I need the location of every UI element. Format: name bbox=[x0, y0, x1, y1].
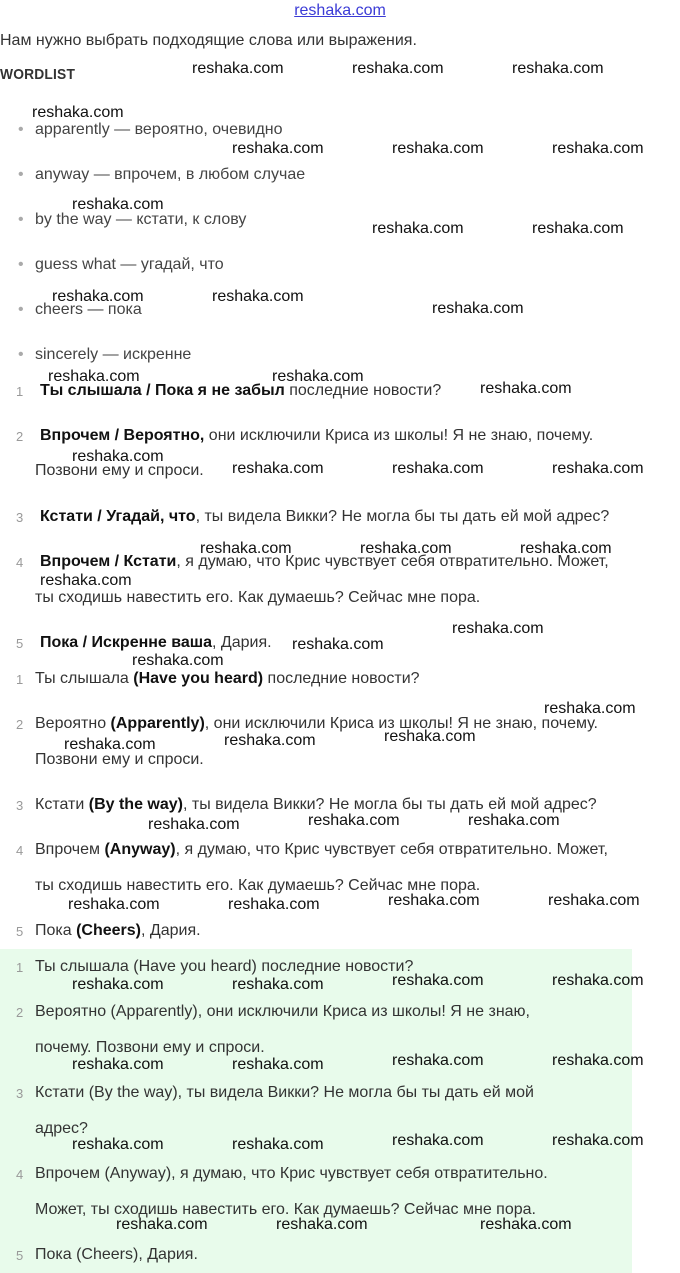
answer-text: последние новости? bbox=[263, 670, 420, 687]
answer-phrase: (Apparently) bbox=[110, 715, 205, 732]
answer-phrase: (By the way) bbox=[88, 796, 183, 813]
option-choices: Ты слышала / Пока я не забыл bbox=[40, 382, 285, 399]
option-text: последние новости? bbox=[284, 382, 442, 399]
watermark: reshaka.com bbox=[212, 288, 304, 305]
watermark: reshaka.com bbox=[72, 448, 164, 465]
watermark: reshaka.com bbox=[276, 1216, 368, 1233]
option-line bbox=[35, 589, 480, 607]
watermark: reshaka.com bbox=[432, 300, 524, 317]
option-line bbox=[40, 508, 609, 526]
option-text: ты сходишь навестить его. Как думаешь? Сейчас мне пора. bbox=[35, 589, 481, 606]
bullet-icon: • bbox=[18, 256, 24, 273]
item-number: 3 bbox=[16, 1086, 24, 1101]
watermark: reshaka.com bbox=[392, 1052, 484, 1069]
item-number: 2 bbox=[16, 717, 24, 732]
watermark: reshaka.com bbox=[308, 812, 400, 829]
watermark: reshaka.com bbox=[552, 140, 644, 157]
option-choices: Впрочем / Кстати bbox=[40, 553, 177, 570]
final-answer-line: Впрочем (Anyway), я думаю, что Крис чувствует себя отвратительно. bbox=[35, 1165, 548, 1182]
watermark: reshaka.com bbox=[452, 620, 544, 637]
bullet-icon: • bbox=[18, 166, 24, 183]
answer-line bbox=[35, 670, 420, 688]
watermark: reshaka.com bbox=[232, 460, 324, 477]
answer-text: Кстати bbox=[35, 796, 89, 813]
watermark: reshaka.com bbox=[116, 1216, 208, 1233]
answer-text: , я думаю, что Крис чувствует себя отвратительно. Может, bbox=[175, 841, 608, 858]
answer-text: Впрочем bbox=[35, 841, 105, 858]
watermark: reshaka.com bbox=[228, 896, 320, 913]
wordlist-item: sincerely — искренне bbox=[35, 346, 192, 363]
intro-text: Нам нужно выбрать подходящие слова или выражения. bbox=[0, 32, 417, 49]
answer-phrase: (Cheers) bbox=[76, 922, 141, 939]
watermark: reshaka.com bbox=[544, 700, 636, 717]
answer-text: Пока bbox=[35, 922, 77, 939]
final-answer-line: Кстати (By the way), ты видела Викки? Не могла бы ты дать ей мой bbox=[35, 1084, 534, 1101]
option-text: они исключили Криса из школы! Я не знаю, почему. bbox=[204, 427, 594, 444]
answer-text: Ты слышала bbox=[35, 670, 134, 687]
watermark: reshaka.com bbox=[148, 816, 240, 833]
watermark: reshaka.com bbox=[232, 976, 324, 993]
final-answer-line: адрес? bbox=[35, 1120, 88, 1137]
option-text: , ты видела Викки? Не могла бы ты дать ей мой адрес? bbox=[195, 508, 610, 525]
item-number: 4 bbox=[16, 555, 24, 570]
bullet-icon: • bbox=[18, 346, 24, 363]
wordlist-item: by the way — кстати, к слову bbox=[35, 211, 247, 228]
final-answer-line: почему. Позвони ему и спроси. bbox=[35, 1039, 265, 1056]
watermark: reshaka.com bbox=[40, 572, 132, 589]
answer-text: , ты видела Викки? Не могла бы ты дать ей мой адрес? bbox=[182, 796, 597, 813]
watermark: reshaka.com bbox=[32, 104, 124, 121]
final-answer-line: Ты слышала (Have you heard) последние новости? bbox=[35, 958, 414, 975]
watermark: reshaka.com bbox=[480, 380, 572, 397]
wordlist-heading: WORDLIST bbox=[0, 66, 76, 83]
watermark: reshaka.com bbox=[392, 460, 484, 477]
watermark: reshaka.com bbox=[72, 1136, 164, 1153]
watermark: reshaka.com bbox=[48, 368, 140, 385]
watermark: reshaka.com bbox=[532, 220, 624, 237]
item-number: 5 bbox=[16, 1248, 24, 1263]
option-choices: Пока / Искренне ваша bbox=[40, 634, 213, 651]
watermark: reshaka.com bbox=[552, 1132, 644, 1149]
watermark: reshaka.com bbox=[552, 972, 644, 989]
answer-text: Позвони ему и спроси. bbox=[35, 751, 204, 768]
option-text: , Дария. bbox=[212, 634, 272, 651]
watermark: reshaka.com bbox=[132, 652, 224, 669]
item-number: 5 bbox=[16, 924, 24, 939]
final-answer-line: Может, ты сходишь навестить его. Как думаешь? Сейчас мне пора. bbox=[35, 1201, 536, 1218]
watermark: reshaka.com bbox=[552, 460, 644, 477]
watermark: reshaka.com bbox=[72, 1056, 164, 1073]
bullet-icon: • bbox=[18, 301, 24, 318]
watermark: reshaka.com bbox=[552, 1052, 644, 1069]
watermark: reshaka.com bbox=[468, 812, 560, 829]
watermark: reshaka.com bbox=[52, 288, 144, 305]
watermark: reshaka.com bbox=[232, 1136, 324, 1153]
answer-text: , они исключили Криса из школы! Я не знаю, почему. bbox=[204, 715, 598, 732]
watermark: reshaka.com bbox=[388, 892, 480, 909]
watermark: reshaka.com bbox=[68, 896, 160, 913]
item-number: 2 bbox=[16, 429, 24, 444]
option-text: , я думаю, что Крис чувствует себя отвратительно. Может, bbox=[176, 553, 609, 570]
watermark: reshaka.com bbox=[232, 140, 324, 157]
watermark: reshaka.com bbox=[392, 140, 484, 157]
item-number: 3 bbox=[16, 510, 24, 525]
watermark: reshaka.com bbox=[392, 972, 484, 989]
item-number: 4 bbox=[16, 1167, 24, 1182]
final-answer-line: Пока (Cheers), Дария. bbox=[35, 1246, 198, 1263]
wordlist-item: apparently — вероятно, очевидно bbox=[35, 121, 283, 138]
watermark: reshaka.com bbox=[384, 728, 476, 745]
watermark: reshaka.com bbox=[480, 1216, 572, 1233]
watermark: reshaka.com bbox=[352, 60, 444, 77]
watermark: reshaka.com bbox=[224, 732, 316, 749]
item-number: 3 bbox=[16, 798, 24, 813]
watermark: reshaka.com bbox=[372, 220, 464, 237]
option-line bbox=[40, 427, 593, 445]
final-answer-line: Вероятно (Apparently), они исключили Криса из школы! Я не знаю, bbox=[35, 1003, 530, 1020]
watermark: reshaka.com bbox=[272, 368, 364, 385]
answer-phrase: (Have you heard) bbox=[133, 670, 264, 687]
watermark: reshaka.com bbox=[520, 540, 612, 557]
answer-text: ты сходишь навестить его. Как думаешь? Сейчас мне пора. bbox=[35, 877, 481, 894]
item-number: 1 bbox=[16, 960, 24, 975]
option-choices: Впрочем / Вероятно, bbox=[40, 427, 205, 444]
watermark: reshaka.com bbox=[512, 60, 604, 77]
watermark: reshaka.com bbox=[200, 540, 292, 557]
answer-line bbox=[35, 841, 608, 859]
watermark: reshaka.com bbox=[548, 892, 640, 909]
item-number: 4 bbox=[16, 843, 24, 858]
option-line bbox=[40, 634, 272, 652]
watermark: reshaka.com bbox=[192, 60, 284, 77]
site-link[interactable]: reshaka.com bbox=[294, 2, 386, 19]
item-number: 2 bbox=[16, 1005, 24, 1020]
bullet-icon: • bbox=[18, 121, 24, 138]
answer-line bbox=[35, 715, 598, 733]
bullet-icon: • bbox=[18, 211, 24, 228]
watermark: reshaka.com bbox=[360, 540, 452, 557]
answer-phrase: (Anyway) bbox=[104, 841, 176, 858]
answer-text: Вероятно bbox=[35, 715, 111, 732]
wordlist-item: anyway — впрочем, в любом случае bbox=[35, 166, 306, 183]
wordlist-item: guess what — угадай, что bbox=[35, 256, 224, 273]
watermark: reshaka.com bbox=[72, 976, 164, 993]
watermark: reshaka.com bbox=[292, 636, 384, 653]
answer-text: , Дария. bbox=[141, 922, 201, 939]
watermark: reshaka.com bbox=[64, 736, 156, 753]
wordlist-item: cheers — пока bbox=[35, 301, 142, 318]
watermark: reshaka.com bbox=[232, 1056, 324, 1073]
answer-line bbox=[35, 922, 201, 940]
item-number: 1 bbox=[16, 672, 24, 687]
item-number: 1 bbox=[16, 384, 24, 399]
option-text: Позвони ему и спроси. bbox=[35, 462, 204, 479]
watermark: reshaka.com bbox=[392, 1132, 484, 1149]
watermark: reshaka.com bbox=[72, 196, 164, 213]
option-choices: Кстати / Угадай, что bbox=[40, 508, 196, 525]
item-number: 5 bbox=[16, 636, 24, 651]
